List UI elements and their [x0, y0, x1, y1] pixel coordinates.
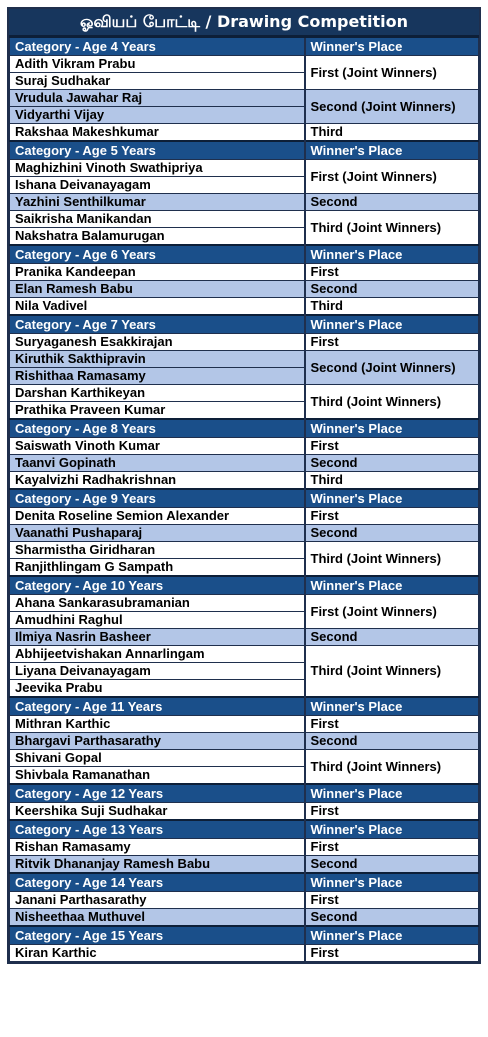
category-header-row [10, 141, 479, 160]
category-header-row [10, 697, 479, 716]
winner-row [10, 455, 479, 472]
winner-name: Maghizhini Vinoth Swathipriya [10, 160, 305, 177]
category-label: Category - Age 8 Years [10, 419, 305, 438]
winner-place: First [305, 334, 479, 351]
category-header-row [10, 784, 479, 803]
place-column-header: Winner's Place [305, 926, 479, 945]
winner-name: Kiran Karthic [10, 945, 305, 962]
category-header-row [10, 419, 479, 438]
winner-place: First [305, 716, 479, 733]
winner-row [10, 194, 479, 211]
category-header-row [10, 315, 479, 334]
winner-name: Rishithaa Ramasamy [10, 368, 305, 385]
winner-place: Third [305, 298, 479, 316]
winner-name: Kayalvizhi Radhakrishnan [10, 472, 305, 490]
page-title: ஓவியப் போட்டி / Drawing Competition [9, 9, 479, 36]
winner-row [10, 646, 479, 663]
winner-name: Prathika Praveen Kumar [10, 402, 305, 420]
winner-name: Suraj Sudhakar [10, 73, 305, 90]
winner-row [10, 281, 479, 298]
winner-place: Third (Joint Winners) [305, 646, 479, 698]
winner-place: Third [305, 472, 479, 490]
winner-name: Bhargavi Parthasarathy [10, 733, 305, 750]
winner-place: Third (Joint Winners) [305, 750, 479, 785]
winner-row [10, 385, 479, 402]
winner-name: Rakshaa Makeshkumar [10, 124, 305, 142]
winner-name: Jeevika Prabu [10, 680, 305, 698]
winner-row [10, 90, 479, 107]
winner-name: Ritvik Dhananjay Ramesh Babu [10, 856, 305, 874]
place-column-header: Winner's Place [305, 784, 479, 803]
category-label: Category - Age 5 Years [10, 141, 305, 160]
winner-place: Third (Joint Winners) [305, 211, 479, 246]
place-column-header: Winner's Place [305, 419, 479, 438]
winner-name: Nisheethaa Muthuvel [10, 909, 305, 927]
winner-name: Nakshatra Balamurugan [10, 228, 305, 246]
winner-place: First [305, 508, 479, 525]
category-label: Category - Age 14 Years [10, 873, 305, 892]
winner-name: Janani Parthasarathy [10, 892, 305, 909]
winner-row [10, 542, 479, 559]
category-label: Category - Age 4 Years [10, 37, 305, 56]
winner-name: Denita Roseline Semion Alexander [10, 508, 305, 525]
category-header-row [10, 576, 479, 595]
winners-table [9, 36, 479, 962]
winner-name: Mithran Karthic [10, 716, 305, 733]
winner-row [10, 945, 479, 962]
category-label: Category - Age 13 Years [10, 820, 305, 839]
winner-name: Vrudula Jawahar Raj [10, 90, 305, 107]
winner-name: Keershika Suji Sudhakar [10, 803, 305, 821]
winner-row [10, 629, 479, 646]
category-header-row [10, 245, 479, 264]
winner-name: Rishan Ramasamy [10, 839, 305, 856]
winner-place: First [305, 839, 479, 856]
winner-name: Shivani Gopal [10, 750, 305, 767]
winner-place: Second [305, 194, 479, 211]
winner-row [10, 856, 479, 874]
winner-row [10, 56, 479, 73]
place-column-header: Winner's Place [305, 245, 479, 264]
winner-row [10, 211, 479, 228]
place-column-header: Winner's Place [305, 141, 479, 160]
winner-place: First (Joint Winners) [305, 56, 479, 90]
winner-name: Yazhini Senthilkumar [10, 194, 305, 211]
winner-name: Elan Ramesh Babu [10, 281, 305, 298]
category-header-row [10, 926, 479, 945]
category-label: Category - Age 6 Years [10, 245, 305, 264]
winner-row [10, 525, 479, 542]
winner-place: Second [305, 909, 479, 927]
winner-name: Nila Vadivel [10, 298, 305, 316]
winner-name: Vaanathi Pushaparaj [10, 525, 305, 542]
winner-row [10, 803, 479, 821]
winner-name: Saiswath Vinoth Kumar [10, 438, 305, 455]
winner-row [10, 750, 479, 767]
winner-row [10, 334, 479, 351]
winner-name: Shivbala Ramanathan [10, 767, 305, 785]
winner-row [10, 160, 479, 177]
place-column-header: Winner's Place [305, 820, 479, 839]
category-label: Category - Age 9 Years [10, 489, 305, 508]
winner-name: Adith Vikram Prabu [10, 56, 305, 73]
winner-row [10, 839, 479, 856]
winner-name: Abhijeetvishakan Annarlingam [10, 646, 305, 663]
winner-place: Second [305, 281, 479, 298]
winner-name: Amudhini Raghul [10, 612, 305, 629]
category-label: Category - Age 11 Years [10, 697, 305, 716]
winner-place: Third (Joint Winners) [305, 542, 479, 577]
winner-name: Liyana Deivanayagam [10, 663, 305, 680]
winner-place: First (Joint Winners) [305, 160, 479, 194]
winner-place: First [305, 945, 479, 962]
category-header-row [10, 489, 479, 508]
winner-name: Sharmistha Giridharan [10, 542, 305, 559]
winner-row [10, 716, 479, 733]
place-column-header: Winner's Place [305, 576, 479, 595]
winner-name: Saikrisha Manikandan [10, 211, 305, 228]
winner-name: Ilmiya Nasrin Basheer [10, 629, 305, 646]
category-label: Category - Age 7 Years [10, 315, 305, 334]
place-column-header: Winner's Place [305, 315, 479, 334]
place-column-header: Winner's Place [305, 697, 479, 716]
place-column-header: Winner's Place [305, 489, 479, 508]
winner-row [10, 892, 479, 909]
place-column-header: Winner's Place [305, 37, 479, 56]
winner-row [10, 264, 479, 281]
winner-name: Ahana Sankarasubramanian [10, 595, 305, 612]
winner-row [10, 733, 479, 750]
winner-row [10, 472, 479, 490]
winner-place: First [305, 438, 479, 455]
winner-place: Second (Joint Winners) [305, 90, 479, 124]
category-header-row [10, 873, 479, 892]
category-label: Category - Age 15 Years [10, 926, 305, 945]
winner-name: Ranjithlingam G Sampath [10, 559, 305, 577]
winner-place: Second [305, 629, 479, 646]
winner-place: First [305, 264, 479, 281]
winner-row [10, 909, 479, 927]
winner-place: Third (Joint Winners) [305, 385, 479, 420]
winner-row [10, 595, 479, 612]
category-header-row [10, 37, 479, 56]
winner-name: Ishana Deivanayagam [10, 177, 305, 194]
winner-place: Third [305, 124, 479, 142]
winner-name: Darshan Karthikeyan [10, 385, 305, 402]
winner-place: First [305, 803, 479, 821]
winner-name: Kiruthik Sakthipravin [10, 351, 305, 368]
category-label: Category - Age 10 Years [10, 576, 305, 595]
category-label: Category - Age 12 Years [10, 784, 305, 803]
winner-place: First [305, 892, 479, 909]
winner-name: Taanvi Gopinath [10, 455, 305, 472]
winner-name: Pranika Kandeepan [10, 264, 305, 281]
winner-name: Vidyarthi Vijay [10, 107, 305, 124]
category-header-row [10, 820, 479, 839]
winner-place: First (Joint Winners) [305, 595, 479, 629]
winner-row [10, 438, 479, 455]
winner-place: Second [305, 525, 479, 542]
winner-place: Second [305, 733, 479, 750]
winner-place: Second [305, 455, 479, 472]
results-table-container [7, 7, 481, 964]
winner-place: Second (Joint Winners) [305, 351, 479, 385]
winner-name: Suryaganesh Esakkirajan [10, 334, 305, 351]
winner-row [10, 508, 479, 525]
winner-row [10, 351, 479, 368]
winner-row [10, 124, 479, 142]
winner-place: Second [305, 856, 479, 874]
place-column-header: Winner's Place [305, 873, 479, 892]
winner-row [10, 298, 479, 316]
